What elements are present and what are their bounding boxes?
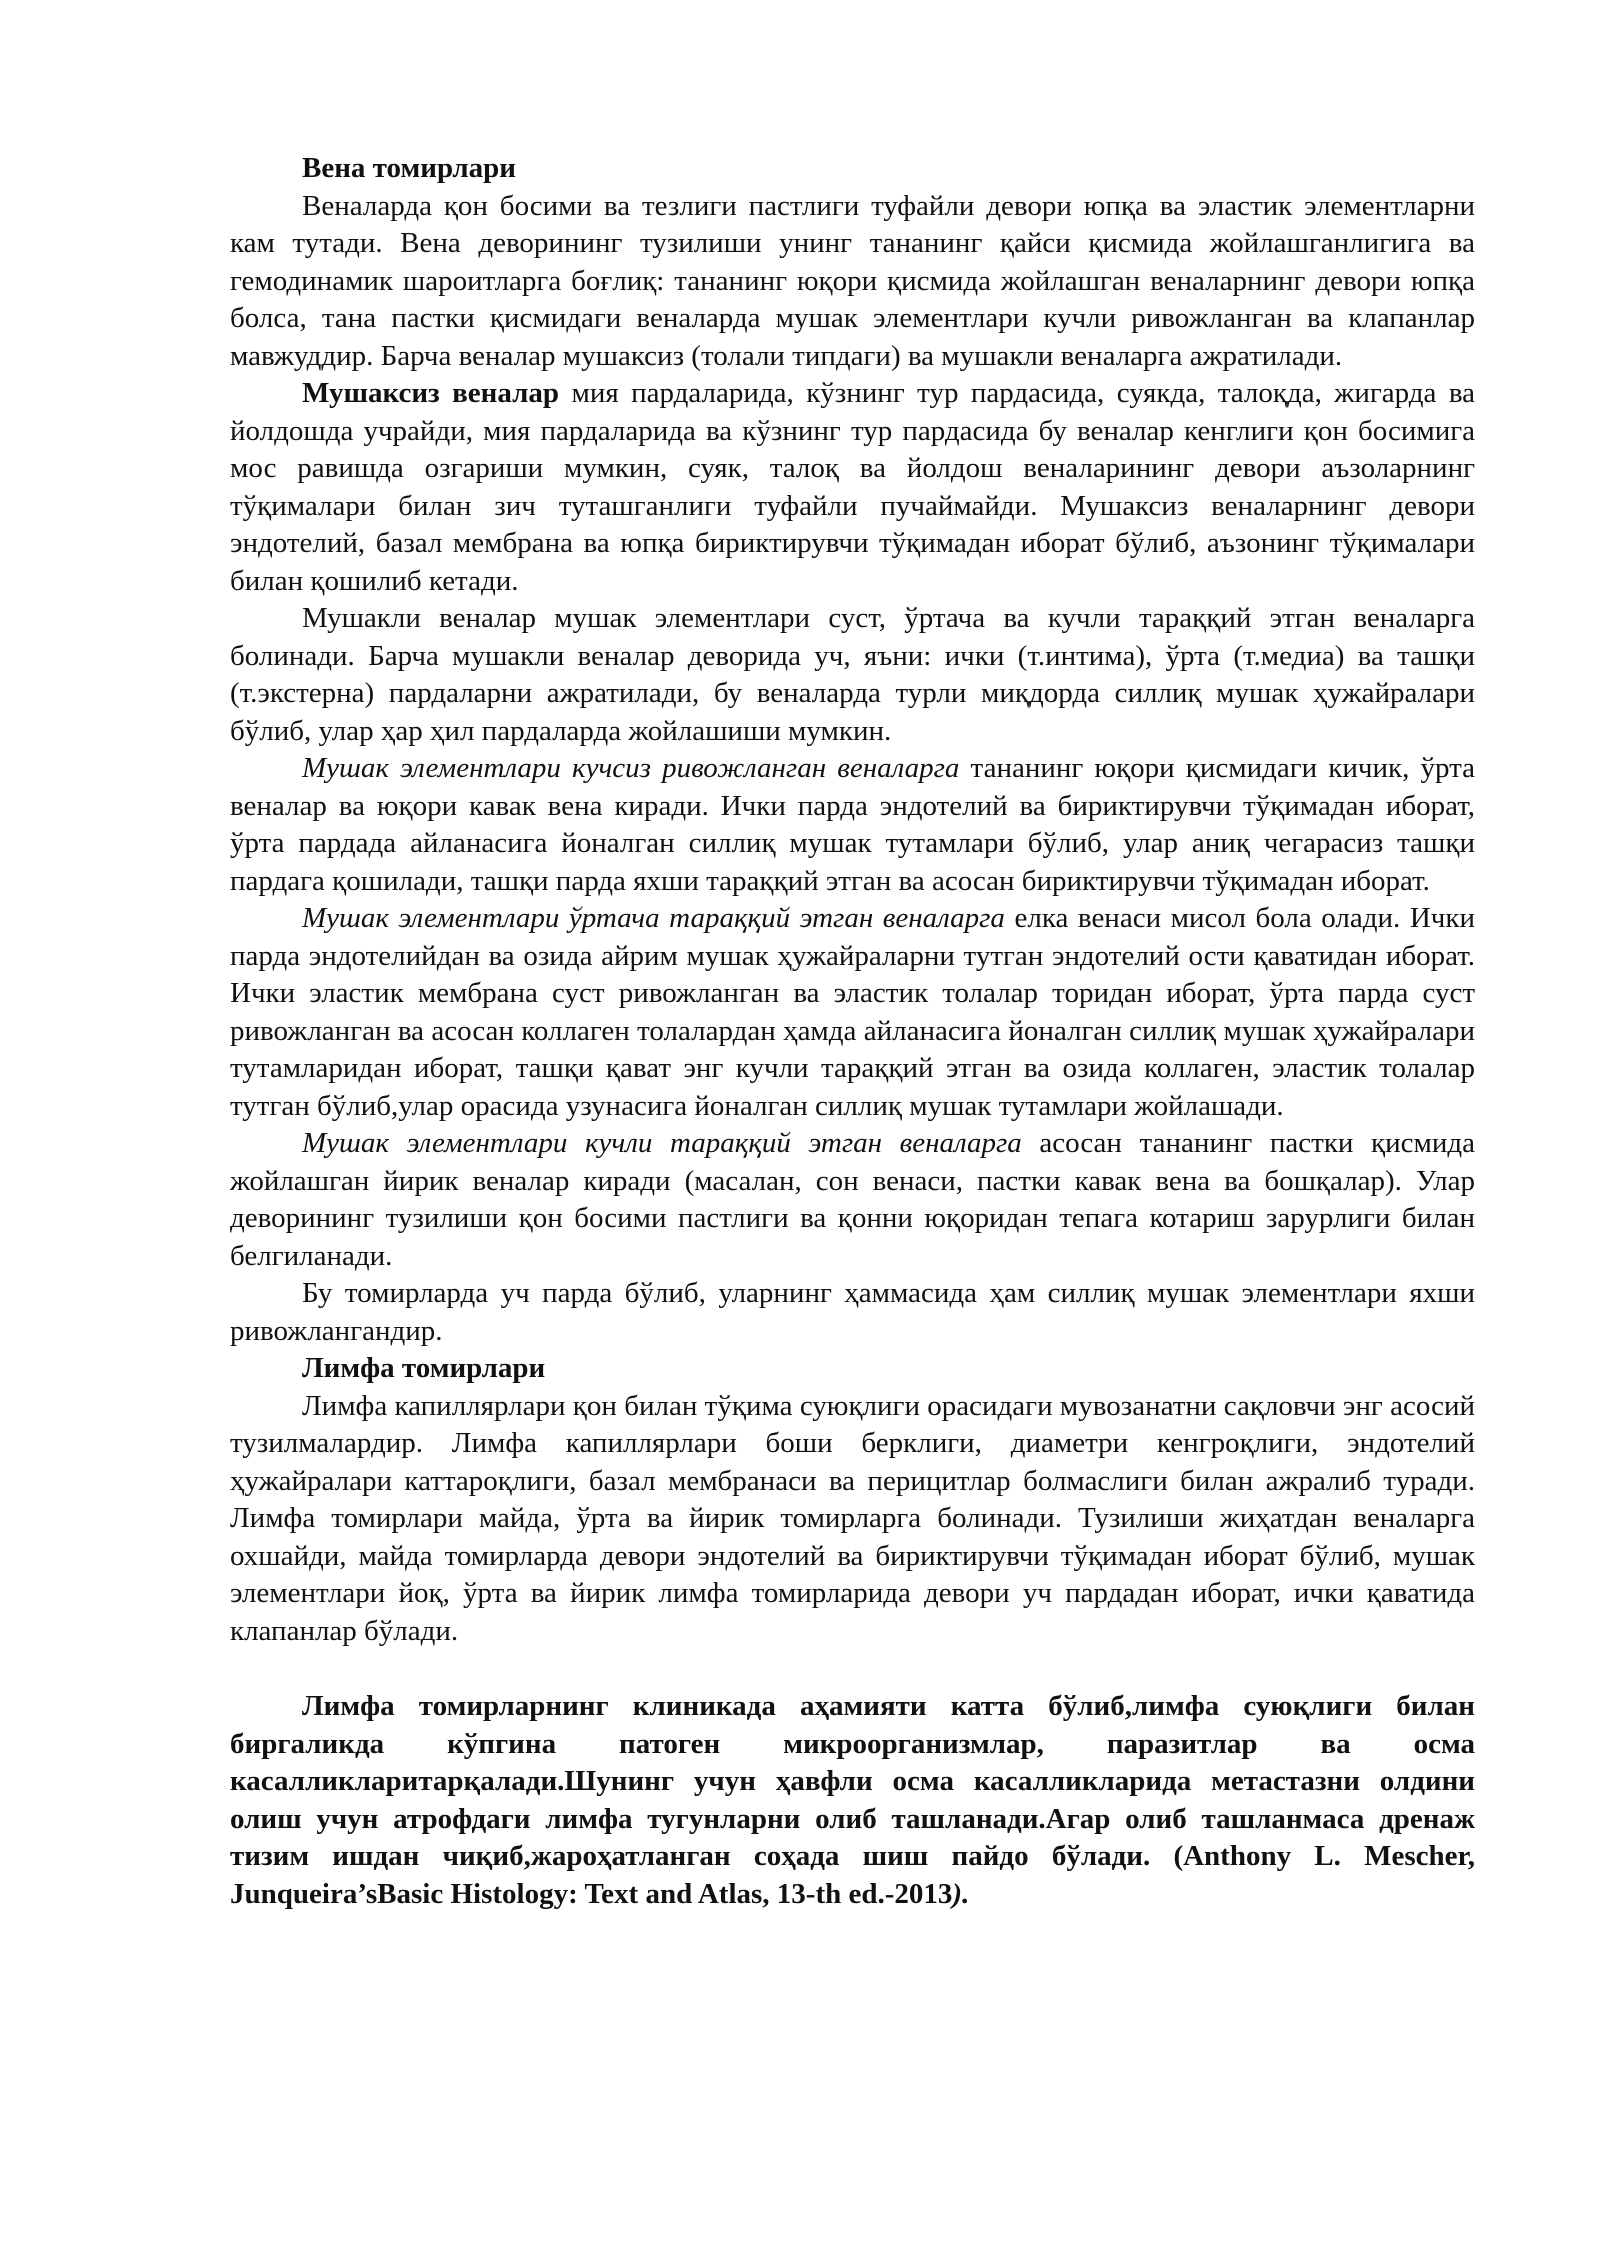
document-page bbox=[230, 150, 1475, 1913]
paragraph-vena-conclusion: Бу томирларда уч парда бўлиб, уларнинг ҳаммасида ҳам силлиқ мушак элементлари яхши ривожлангандир. bbox=[230, 1277, 1475, 1347]
term-muscleless-veins: Мушаксиз веналар bbox=[302, 377, 560, 409]
term-medium-muscle-veins: Мушак элементлари ўртача тараққий этган веналарга bbox=[302, 902, 1005, 934]
paragraph-strong-muscle-veins bbox=[230, 1125, 1475, 1275]
paragraph-vena-intro: Веналарда қон босими ва тезлиги пастлиги туфайли девори юпқа ва эластик элементларни кам тутади. Вена деворининг тузилиши унинг тананинг қайси қисмида жойлашганлигига ва гемодинамик шароитларга боғлиқ: тананинг юқори қисмида жойлашган веналарнинг девори юпқа болса, тана пастки қисмидаги веналарда мушак элементлари кучли ривожланган ва клапанлар мавжуддир. Барча веналар мушаксиз (толали типдаги) ва мушакли веналарга ажратилади. bbox=[230, 189, 1475, 372]
clinical-note bbox=[230, 1688, 1475, 1913]
clinical-note-tail: ). bbox=[952, 1877, 970, 1910]
paragraph-medium-muscle-veins bbox=[230, 900, 1475, 1125]
paragraph-text: тананинг юқори қисмидаги кичик, ўрта веналар ва юқори кавак вена киради. Ички парда эндотелий ва бириктирувчи тўқимадан иборат, ўрта пардада айланасига йоналган силлиқ мушак тутамлари бўлиб, улар аниқ чегарасиз ташқи пардага қошилади, ташқи парда яхши тараққий этган ва асосан бириктирувчи тўқимадан иборат. bbox=[230, 752, 1475, 897]
term-strong-muscle-veins: Мушак элементлари кучли тараққий этган веналарга bbox=[302, 1127, 1022, 1159]
section-heading-limfa: Лимфа томирлари bbox=[302, 1352, 546, 1384]
clinical-note-text: Лимфа томирларнинг клиникада аҳамияти катта бўлиб,лимфа суюқлиги билан биргаликда кўпгина патоген микроорганизмлар, паразитлар ва осма касалликларитарқалади.Шунинг учун ҳавфли осма касалликларида метастазни олдини олиш учун атрофдаги лимфа тугунларни олиб ташланади.Агар олиб ташланмаса дренаж тизим ишдан чиқиб,жароҳатланган соҳада шиш пайдо бўлади. (Anthony L. Mescher, Junqueira’sBasic Histology: Text and Atlas, 13-th ed.-2013 bbox=[230, 1690, 1475, 1910]
paragraph-text: асосан тананинг пастки қисмида жойлашган йирик веналар киради (масалан, сон венаси, пастки кавак вена ва бошқалар). Улар деворининг тузилиши қон босими пастлиги ва қонни юқоридан тепага котариш зарурлиги билан белгиланади. bbox=[230, 1127, 1475, 1272]
paragraph-text: мия пардаларида, кўзнинг тур пардасида, суякда, талоқда, жигарда ва йолдошда учрайди, мия пардаларида ва кўзнинг тур пардасида бу веналар кенглиги қон босимига мос равишда озгариши мумкин, суяк, талоқ ва йолдош веналарининг девори аъзоларнинг тўқималари билан зич туташганлиги туфайли пучаймайди. Мушаксиз веналарнинг девори эндотелий, базал мембрана ва юпқа бириктирувчи тўқимадан иборат бўлиб, аъзонинг тўқималари билан қошилиб кетади. bbox=[230, 377, 1475, 597]
term-weak-muscle-veins: Мушак элементлари кучсиз ривожланган веналарга bbox=[302, 752, 960, 784]
paragraph-weak-muscle-veins bbox=[230, 750, 1475, 900]
spacer bbox=[230, 1650, 1475, 1688]
paragraph-text: елка венаси мисол бола олади. Ички парда эндотелийдан ва озида айрим мушак ҳужайраларни тутган эндотелий ости қаватидан иборат. Ички эластик мембрана суст ривожланган ва эластик толалар торидан иборат, ўрта парда суст ривожланган ва асосан коллаген толалардан ҳамда айланасига йоналган силлиқ мушак ҳужайралари тутамларидан иборат, ташқи қават энг кучли тараққий этган ва озида коллаген, эластик толалар тутган бўлиб,улар орасида узунасига йоналган силлиқ мушак тутамлари жойлашади. bbox=[230, 902, 1475, 1122]
paragraph-muscular-veins: Мушакли веналар мушак элементлари суст, ўртача ва кучли тараққий этган веналарга болинади. Барча мушакли веналар деворида уч, яъни: ички (т.интима), ўрта (т.медиа) ва ташқи (т.экстерна) пардаларни ажратилади, бу веналарда турли миқдорда силлиқ мушак ҳужайралари бўлиб, улар ҳар ҳил пардаларда жойлашиши мумкин. bbox=[230, 602, 1475, 747]
section-heading-vena: Вена томирлари bbox=[302, 152, 516, 184]
paragraph-muscleless-veins bbox=[230, 375, 1475, 600]
paragraph-lymph-capillaries: Лимфа капиллярлари қон билан тўқима суюқлиги орасидаги мувозанатни сақловчи энг асосий тузилмалардир. Лимфа капиллярлари боши берклиги, диаметри кенгроқлиги, эндотелий ҳужайралари каттароқлиги, базал мембранаси ва перицитлар болмаслиги билан ажралиб туради. Лимфа томирлари майда, ўрта ва йирик томирларга болинади. Тузилиши жиҳатдан веналарга охшайди, майда томирларда девори эндотелий ва бириктирувчи тўқимадан иборат бўлиб, мушак элементлари йоқ, ўрта ва йирик лимфа томирларида девори уч пардадан иборат, ички қаватида клапанлар бўлади. bbox=[230, 1389, 1475, 1647]
